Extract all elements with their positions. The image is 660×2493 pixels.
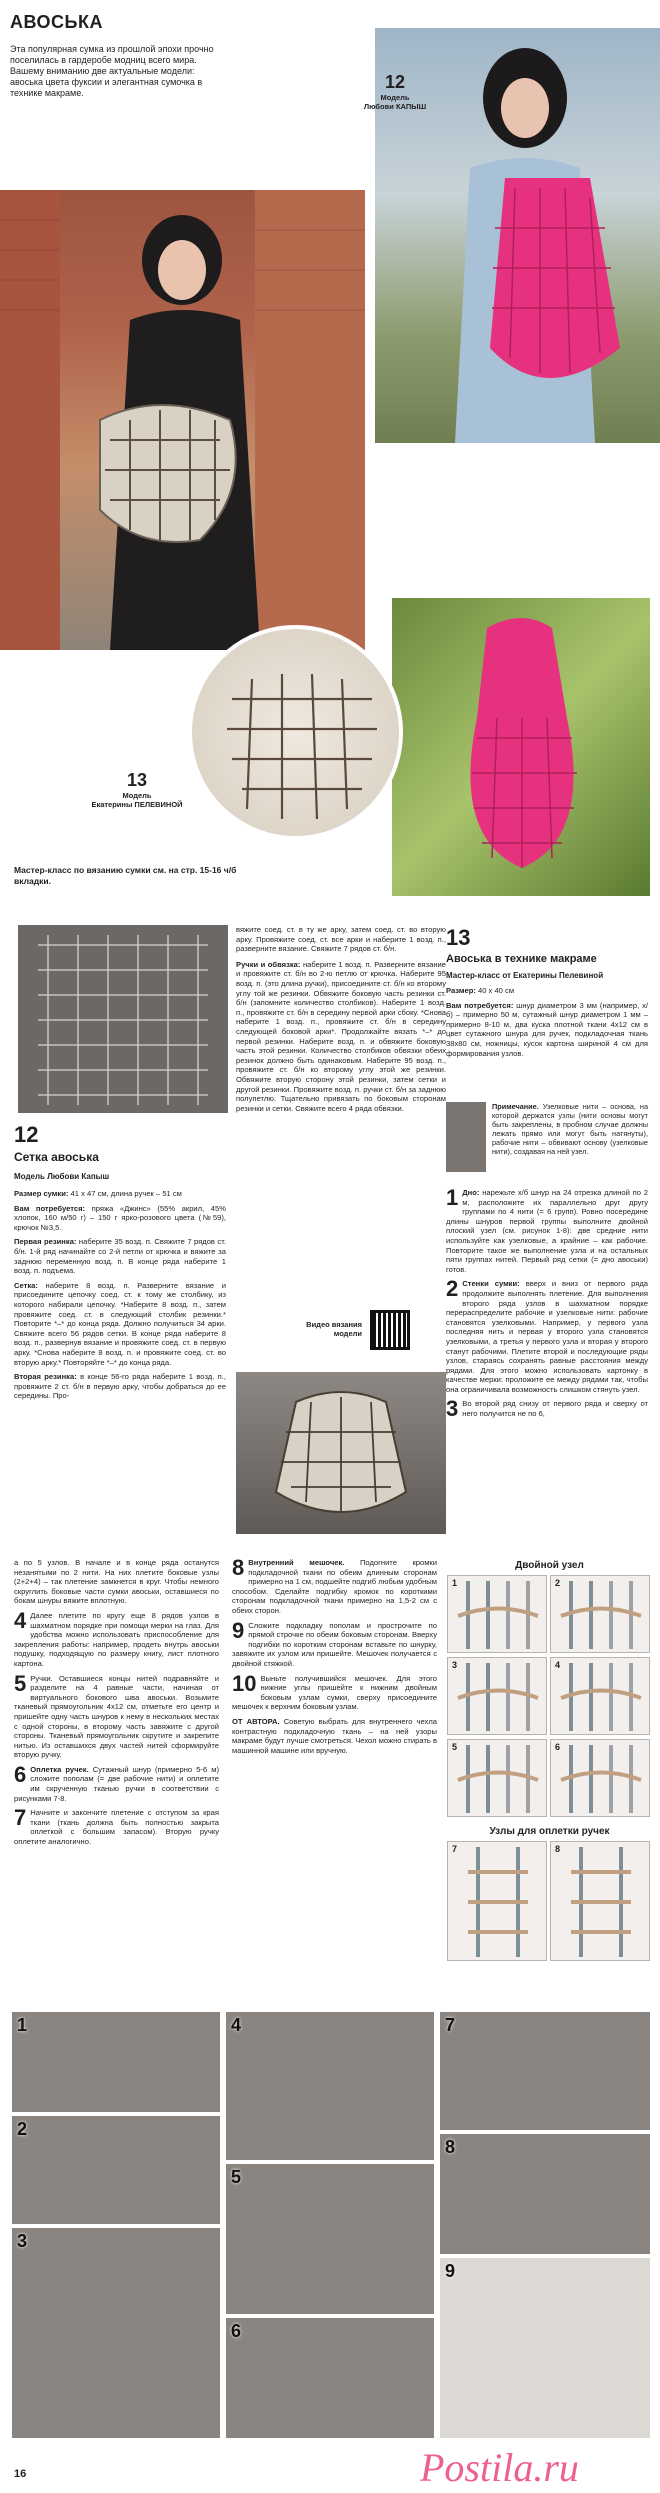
steps-left-col1	[14, 1558, 219, 1852]
step-text: а по 5 узлов. В начале и в конце ряда останутся незанятыми по 2 нити. На них плетите боковые узлы (2+2+4) – так плетение замкнется в круг. Чтобы немного скруглить боковые части сумки авоськи, оставшиеся по бокам шнуры вяжите вплотную.	[14, 1558, 219, 1606]
step-text: Сутажный шнур (примерно 5-6 м) сложите пополам (= две рабочие нити) и оплетите им скрученную тканью ручки в соответствии с рисунками 7-8.	[14, 1764, 219, 1803]
knot-cell-number: 6	[555, 1742, 561, 1752]
step-text: Ручки. Оставшиеся концы нитей подравняйте и разделите на 4 равные части, начиная от виртуального бокового шва авоськи. Возьмите тканевый прямоугольник 4х12 см, отметьте его центр и пришейте одну часть шнуров к нему в нескольких местах с одной стороны, в второму часть завяжите с другой стороны. Тканевый прямоугольник скрутите и закрепите нитью. Из оставшихся двух частей нитей сформируйте вторую ручку.	[14, 1673, 219, 1760]
caption-13-line1: Модель	[122, 791, 152, 800]
step-number: 3	[446, 1396, 459, 1422]
section-12-title: Сетка авоська	[14, 1150, 99, 1164]
step-left-6	[232, 1617, 437, 1669]
step-number: 10	[232, 1670, 257, 1696]
step-text: Начните и закончите плетение с отступом за края ткани (ткань должна быть полностью закрыта оплеткой с большим запасом). Вторую ручку оплетите аналогично.	[14, 1808, 219, 1847]
photo-crochet-net	[18, 925, 228, 1113]
step-photo-7: 7	[440, 2012, 650, 2130]
masterclass-note: Мастер-класс по вязанию сумки см. на стр. 15-16 ч/б вкладки.	[14, 865, 237, 886]
photo-macrame-bag-table	[236, 1372, 446, 1534]
step-left-5	[232, 1555, 437, 1616]
step-photo-3: 3	[12, 2228, 220, 2438]
step-label: Стенки сумки:	[462, 1279, 520, 1289]
step-photo-5: 5	[226, 2164, 434, 2314]
section-13-author: Мастер-класс от Екатерины Пелевиной	[446, 971, 604, 980]
section-12-author: Модель Любови Капыш	[14, 1172, 110, 1181]
knot-cell-number: 3	[452, 1660, 458, 1670]
section-12-col2	[236, 925, 446, 1113]
knot-cell-number: 2	[555, 1578, 561, 1588]
step-right-2	[446, 1396, 648, 1422]
section-13-size: Размер: 40 х 40 см	[446, 986, 515, 995]
section-12-size: Размер сумки: 41 х 47 см, длина ручек – 51 см	[14, 1189, 182, 1198]
step-text: Сложите подкладку пополам и прострочите по прямой строчке по обеим боковым сторонам. Вверху подгибки по коротким сторонам вставьте по шнурку, завяжите их узлом или пришейте. Мешочек получается с двойной стяжкой.	[232, 1620, 437, 1668]
photo-macrame-model	[0, 190, 365, 650]
page-title: АВОСЬКА	[10, 12, 103, 32]
step-number: 4	[14, 1607, 27, 1633]
step-number: 8	[232, 1555, 245, 1580]
knot-diagram-cell	[550, 1575, 650, 1653]
watermark: Postila.ru	[420, 2445, 579, 2490]
knot-cell-number: 8	[555, 1844, 561, 1854]
step-left-2	[14, 1670, 219, 1760]
step-left-7	[232, 1670, 437, 1712]
step-photo-4: 4	[226, 2012, 434, 2160]
knot-diagram-cell	[447, 1657, 547, 1735]
step-text: Во второй ряд снизу от первого ряда и сверху от него получится не по 6,	[462, 1399, 648, 1419]
step-number: 7	[14, 1805, 27, 1831]
step-photo-8: 8	[440, 2134, 650, 2254]
caption-model-12	[350, 72, 440, 111]
knots-title-handles: Узлы для оплетки ручек	[489, 1826, 610, 1837]
step-right-0	[446, 1185, 648, 1274]
step-number: 9	[232, 1617, 245, 1643]
step-label: Оплетка ручек.	[30, 1764, 89, 1774]
section-12-net: Сетка: наберите 8 возд. п. Разверните вязание и присоедините цепочку соед. ст. к тому же столбику, из которого набирали цепочку. *Наберите 8 возд. п., затем провяжите соед. ст. в следующий столбик резинки.* Повторите *–* до конца ряда. Должно получиться 34 арки. Свяжите всего 56 рядов сетки. В конце ряда наберите 8 возд. п., развернув вязание и провяжите соед. ст. в первую арку. *Снова наберите 8 возд. п. и провяжите соед. ст. во вторую арку.* Повторяйте *–* до конца ряда.	[14, 1280, 226, 1367]
photo-pink-bag-bush	[392, 598, 650, 896]
step-photo-6: 6	[226, 2318, 434, 2438]
caption-12-line1: Модель	[380, 93, 410, 102]
step-number: 5	[14, 1670, 27, 1696]
step-number: 1	[446, 1185, 459, 1210]
step-photo-9: 9	[440, 2258, 650, 2438]
step-left-4	[14, 1805, 219, 1847]
section-13-note	[492, 1102, 648, 1156]
section-12	[14, 1122, 226, 1401]
section-12-row1: Первая резинка: наберите 35 возд. п. Свяжите 7 рядов ст. б/н. 1-й ряд начинайте со 2-й петли от крючка и вяжите за заднюю переменную возд. п. В конце ряда наберите 1 возд. п. подъема.	[14, 1237, 226, 1276]
caption-12-number: 12	[384, 72, 406, 92]
step-text: Подогните кромки подкладочной ткани по обеим длинным сторонам примерно на 1 см, подшейте подгиб любым удобным способом. Сделайте подгибку кромок по короткими сторонам подкладочной ткани примерно на 1,5-2 см с обеих сторон.	[232, 1558, 437, 1615]
section-12-need: Вам потребуется: пряжа «Джинс» (55% акрил, 45% хлопок, 160 м/50 г) – 150 г ярко-розового цвета (№59), крючок №3,5.	[14, 1203, 226, 1232]
section-12-row2: Вторая резинка: в конце 56-го ряда наберите 1 возд. п., провяжите 2 ст. б/н в первую арку, чтобы добраться до ее середины. Про-	[14, 1372, 226, 1401]
step-text: нарежьте х/б шнур на 24 отрезка длиной по 2 м, расположите их параллельно друг другу группами по 4 нити (= 6 групп). Ровно посередине длины шнуров первой группы выполните двойной плоский узел (см. рисунок 1-8): две средние нити используйте как узелковые, а крайние – как рабочие. Повторите такое же выполнение узла и на остальных пяти группах нитей. Первый ряд сетки (= дно авоськи) готов.	[446, 1188, 648, 1274]
knot-diagram-cell	[447, 1575, 547, 1653]
step-number: 6	[14, 1761, 27, 1787]
knot-cell-number: 5	[452, 1742, 458, 1752]
step-left-8	[232, 1717, 437, 1755]
section-12-number: 12	[14, 1122, 39, 1147]
section-13-title: Авоська в технике макраме	[446, 953, 597, 965]
qr-code[interactable]	[370, 1310, 410, 1350]
step-left-1	[14, 1607, 219, 1669]
note-text: Узелковые нити – основа, на которой держатся узлы (нити основы могут быть закреплены, в пробном случае должны лежать прямо или могут быть натянуты), рабочие нити – обвивают основу (узелковые нити), создавая на ней узел.	[492, 1102, 648, 1156]
caption-model-13	[82, 770, 192, 809]
section-13	[446, 925, 648, 1058]
step-text: Советую выбрать для внутреннего чехла контрастную подкладочную ткань – на ней узоры макраме будут лучше смотреться. Чехол можно стирать в машинной машине или вручную.	[232, 1716, 437, 1755]
step-text: Выньте получившийся мешочек. Для этого нижние углы пришейте к нижним двойным боковым узлам сумки, сверху присоедините мешочек к верхним боковым узлам.	[232, 1673, 437, 1712]
step-number: 2	[446, 1276, 459, 1302]
step-text: вверх и вниз от первого ряда продолжите выполнять плетение. Для выполнения второго ряда узлов в шахматном порядке перераспределите рабочие и узелковые нити: рабочие становятся узелковыми. Например, у первого узла последняя нить и первая у второго узла становятся узелковыми, а третья у первого узла и вторая у второго станут рабочими. Плетите второй и последующие ряды узлов, стараясь сохранять равные расстояния между рядами. Для этого можно использовать картонку в качестве мерки: проложите ее между рядами так, чтобы она ограничивала возможность слишком стянуть узел.	[446, 1279, 648, 1394]
intro-text: Эта популярная сумка из прошлой эпохи прочно поселилась в гардеробе модниц всего мира. Вашему вниманию две актуальные модели: авоська цвета фуксии и элегантная сумочка в технике макраме.	[10, 44, 214, 98]
knot-cell-number: 4	[555, 1660, 561, 1670]
knot-cell-number: 1	[452, 1578, 458, 1588]
photo-knot-closeup	[446, 1102, 486, 1172]
caption-13-number: 13	[126, 770, 148, 790]
knots-diagram	[447, 1560, 652, 2005]
note-label: Примечание.	[492, 1102, 539, 1111]
knot-diagram-cell	[550, 1841, 650, 1961]
section-13-steps-right	[446, 1185, 648, 1424]
step-photo-2: 2	[12, 2116, 220, 2224]
step-label: Внутренний мешочек.	[248, 1558, 345, 1567]
section-12-handles: Ручки и обвязка: наберите 1 возд. п. Разверните вязание и провяжите ст. б/н во 2-ю петлю от крючка. Наберите 95 возд. п. (это длина ручки), присоедините ст. б/н ко второму углу той же резинки. Обвяжите боковую часть резинки ст. б/н (запомните количество столбиков). Наберите 1 возд. п., провяжите ст. б/н в середину первой арки сбоку. *Снова наберите 1 возд. п., провяжите ст. б/н в середину следующей боковой арки*. Продолжайте вязать *–* до первой резинки. Наберите возд. п. и обвяжите боковую часть этой резинки. Количество столбиков обвязки обеих резинок должно быть одинаковым. Наберите 95 возд. п., провяжите ст. б/н ко второму углу этой же резинки. Обвяжите вторую сторону этой резинки, затем сетки и другой резинки. Провяжите возд. п. ручки ст. б/н за заднюю полупетлю. Тщательно привязать по боковым сторонам резинки и сетки. Свяжите всего 4 ряда обвязки.	[236, 959, 446, 1113]
step-label: Дно:	[462, 1188, 480, 1197]
step-right-1	[446, 1276, 648, 1394]
knot-diagram-cell	[447, 1739, 547, 1817]
step-left-3	[14, 1761, 219, 1803]
page-header	[10, 12, 103, 33]
section-13-need: Вам потребуется: шнур диаметром 3 мм (например, х/б) – примерно 50 м, сутажный шнур диаметром 1 мм – примерно 8-10 м, два куска плотной ткани 4х12 см в цвет сутажного шнура для ручек, подкладочная ткань 38х80 см, ножницы, кусок картона шириной 4 см для формирования узлов.	[446, 1000, 649, 1058]
knot-diagram-cell	[550, 1657, 650, 1735]
step-label: ОТ АВТОРА.	[232, 1716, 280, 1726]
knot-diagram-cell	[550, 1739, 650, 1817]
section-13-number: 13	[446, 925, 471, 950]
photo-macrame-circle	[188, 625, 403, 840]
knot-cell-number: 7	[452, 1844, 458, 1854]
step-text: Далее плетите по кругу еще 8 рядов узлов в шахматном порядке при помощи мерки на глаз. Для удобства можно использовать приспособление для закрепления работы: например, продеть внутрь авоськи подушку, подходящую по размеру книгу, лист плотного картона.	[14, 1610, 219, 1668]
caption-13-line2: Екатерины ПЕЛЕВИНОЙ	[91, 800, 183, 809]
video-label: Видео вязания модели	[306, 1320, 362, 1338]
section-12-col2a: вяжите соед. ст. в ту же арку, затем соед. ст. во вторую арку. Провяжите соед. ст. все арки и наберите 1 возд. п., разверните вязание. Свяжите 7 рядов ст. б/н.	[236, 925, 446, 954]
caption-12-line2: Любови КАПЫШ	[363, 102, 427, 111]
steps-left-col2	[232, 1555, 437, 1760]
step-photo-1: 1	[12, 2012, 220, 2112]
step-left-0	[14, 1558, 219, 1606]
knots-title-double: Двойной узел	[515, 1560, 584, 1571]
knot-diagram-cell	[447, 1841, 547, 1961]
page-number: 16	[14, 2468, 27, 2480]
